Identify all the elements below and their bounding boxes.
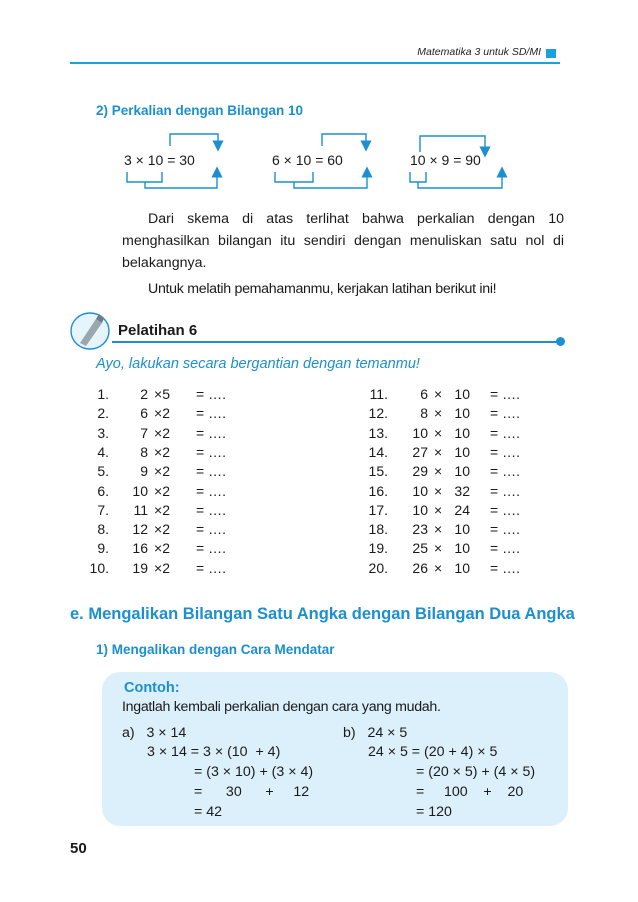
exercise-number: 6. — [97, 482, 109, 499]
exercise-answer-blank: = …. — [196, 501, 226, 518]
exercise-operator: × — [154, 501, 163, 518]
exercise-operand-b: 5 — [162, 386, 170, 402]
equation-2: 6 × 10 = 60 — [272, 152, 343, 168]
exercise-operator: × — [154, 482, 163, 499]
bracket-eq2-bottom — [275, 172, 313, 182]
exercise-operand-b: 24 — [454, 501, 470, 518]
example-b-line-2: = (20 × 5) + (4 × 5) — [416, 764, 536, 780]
exercise-number: 1. — [97, 386, 109, 402]
exercise-operand-a: 11 — [133, 501, 148, 518]
exercise-answer-blank: = …. — [490, 443, 520, 460]
bracket-eq3-bottom — [410, 172, 426, 182]
exercise-operand-b: 2 — [162, 501, 170, 518]
example-b-line-3: = 100 + 20 — [416, 784, 524, 800]
exercise-operand-b: 32 — [454, 482, 470, 499]
exercise-operator: × — [434, 424, 443, 441]
exercise-number: 20. — [368, 559, 388, 576]
exercise-operand-b: 10 — [454, 424, 470, 441]
exercise-answer-blank: = …. — [196, 424, 226, 441]
exercise-number: 14. — [368, 443, 388, 460]
example-a-line-3: = 30 + 12 — [194, 784, 310, 800]
exercise-operator: × — [154, 443, 163, 460]
exercise-number: 7. — [97, 501, 109, 518]
contoh-intro: Ingatlah kembali perkalian dengan cara yang mudah. — [122, 699, 441, 715]
exercise-operand-a: 6 — [420, 386, 428, 402]
exercise-operator: × — [154, 559, 163, 576]
exercise-operator: × — [434, 463, 443, 480]
example-b-label: b) 24 × 5 — [343, 725, 408, 741]
exercise-answer-blank: = …. — [490, 501, 520, 518]
header-square-marker — [546, 49, 556, 58]
exercise-operand-a: 10 — [132, 482, 148, 499]
exercise-operand-b: 10 — [454, 559, 470, 576]
exercise-operand-b: 10 — [454, 463, 470, 480]
exercise-operand-a: 2 — [140, 386, 148, 402]
contoh-title: Contoh: — [124, 680, 180, 696]
arrow-eq3-top — [420, 136, 485, 152]
exercise-operand-b: 10 — [454, 386, 470, 402]
example-a-line-2: = (3 × 10) + (3 × 4) — [194, 764, 314, 780]
exercise-answer-blank: = …. — [490, 424, 520, 441]
exercise-operand-a: 25 — [412, 540, 428, 557]
exercise-answer-blank: = …. — [490, 482, 520, 499]
exercise-operand-a: 10 — [412, 482, 428, 499]
exercise-operand-b: 10 — [454, 521, 470, 538]
exercise-number: 16. — [368, 482, 388, 499]
pelatihan-instruction: Ayo, lakukan secara bergantian dengan temanmu! — [96, 356, 420, 372]
exercise-number: 10. — [89, 559, 109, 576]
exercise-operand-a: 19 — [132, 559, 148, 576]
exercise-operand-b: 2 — [162, 559, 170, 576]
exercise-operand-a: 8 — [420, 405, 428, 422]
arrow-eq3-bottom — [418, 172, 502, 188]
exercise-answer-blank: = …. — [196, 559, 226, 576]
exercise-operator: × — [154, 463, 163, 480]
example-a-line-1: 3 × 14 = 3 × (10 + 4) — [147, 744, 281, 760]
exercise-operand-a: 23 — [412, 521, 428, 538]
arrow-eq2-top — [322, 134, 366, 146]
exercise-operand-a: 12 — [132, 521, 148, 538]
exercise-operator: × — [434, 405, 443, 422]
exercise-operand-b: 2 — [162, 540, 170, 557]
exercise-number: 5. — [97, 463, 109, 480]
exercise-operand-a: 26 — [412, 559, 428, 576]
exercise-operand-b: 2 — [162, 424, 170, 441]
example-b-line-1: 24 × 5 = (20 + 4) × 5 — [368, 744, 498, 760]
exercise-operator: × — [154, 521, 163, 538]
arrow-eq2-bottom — [294, 172, 367, 188]
exercise-answer-blank: = …. — [196, 443, 226, 460]
explanation-paragraph: Dari skema di atas terlihat bahwa perkalian dengan 10 menghasilkan bilangan itu sendiri dengan menuliskan satu nol di belakangnya. — [122, 211, 564, 271]
exercise-number: 8. — [97, 521, 109, 538]
exercise-answer-blank: = …. — [490, 386, 520, 402]
exercise-operand-b: 2 — [162, 443, 170, 460]
exercise-operand-a: 10 — [412, 501, 428, 518]
exercise-operator: × — [434, 501, 443, 518]
header-rule — [70, 62, 560, 64]
pelatihan-title: Pelatihan 6 — [118, 322, 198, 339]
equation-1: 3 × 10 = 30 — [124, 152, 195, 168]
equation-3: 10 × 9 = 90 — [410, 152, 481, 168]
example-a-label: a) 3 × 14 — [122, 725, 187, 741]
exercise-number: 9. — [97, 540, 109, 557]
exercise-number: 19. — [368, 540, 388, 557]
exercise-operand-a: 29 — [412, 463, 428, 480]
exercise-operator: × — [154, 405, 163, 422]
exercise-operator: × — [434, 559, 443, 576]
section-heading-perkalian-10: 2) Perkalian dengan Bilangan 10 — [96, 103, 304, 118]
exercise-operator: × — [434, 521, 443, 538]
exercise-operator: × — [154, 386, 163, 402]
exercise-operator: × — [154, 540, 163, 557]
exercise-number: 11. — [369, 386, 388, 402]
exercise-answer-blank: = …. — [490, 559, 520, 576]
exercise-list — [0, 385, 638, 585]
exercise-operator: × — [434, 386, 443, 402]
exercise-number: 18. — [368, 521, 388, 538]
exercise-operand-a: 10 — [412, 424, 428, 441]
example-a-line-4: = 42 — [194, 804, 223, 820]
exercise-operator: × — [154, 424, 163, 441]
exercise-number: 12. — [368, 405, 388, 422]
exercise-answer-blank: = …. — [196, 540, 226, 557]
exercise-number: 3. — [97, 424, 109, 441]
exercise-operand-b: 10 — [454, 540, 470, 557]
section-heading-e: e. Mengalikan Bilangan Satu Angka dengan Bilangan Dua Angka — [70, 605, 575, 623]
exercise-number: 13. — [368, 424, 388, 441]
exercise-instruction: Untuk melatih pemahamanmu, kerjakan latihan berikut ini! — [148, 281, 497, 297]
example-b-line-4: = 120 — [416, 804, 452, 820]
running-header: Matematika 3 untuk SD/MI — [417, 46, 541, 58]
exercise-operand-b: 2 — [162, 482, 170, 499]
page-number: 50 — [70, 840, 87, 857]
exercise-operand-a: 7 — [140, 424, 148, 441]
exercise-operand-b: 2 — [162, 463, 170, 480]
exercise-operand-b: 2 — [162, 405, 170, 422]
exercise-answer-blank: = …. — [196, 482, 226, 499]
subsection-heading-mendatar: 1) Mengalikan dengan Cara Mendatar — [96, 642, 335, 657]
exercise-answer-blank: = …. — [196, 386, 226, 402]
exercise-operator: × — [434, 540, 443, 557]
exercise-answer-blank: = …. — [196, 405, 226, 422]
exercise-operator: × — [434, 482, 443, 499]
exercise-operand-a: 9 — [140, 463, 148, 480]
exercise-number: 2. — [97, 405, 109, 422]
exercise-number: 4. — [97, 443, 109, 460]
pelatihan-rule-dot — [556, 337, 565, 346]
exercise-operand-a: 16 — [132, 540, 148, 557]
exercise-operand-b: 2 — [162, 521, 170, 538]
exercise-answer-blank: = …. — [196, 521, 226, 538]
exercise-number: 15. — [368, 463, 388, 480]
exercise-operand-b: 10 — [454, 443, 470, 460]
exercise-answer-blank: = …. — [490, 463, 520, 480]
pelatihan-rule — [112, 341, 560, 343]
exercise-operand-a: 27 — [412, 443, 428, 460]
exercise-operand-b: 10 — [454, 405, 470, 422]
exercise-operand-a: 8 — [140, 443, 148, 460]
arrow-eq1-top — [170, 134, 218, 146]
exercise-answer-blank: = …. — [490, 405, 520, 422]
arrow-eq1-bottom — [145, 172, 217, 188]
exercise-operator: × — [434, 443, 443, 460]
exercise-answer-blank: = …. — [490, 521, 520, 538]
exercise-operand-a: 6 — [140, 405, 148, 422]
exercise-number: 17. — [368, 501, 388, 518]
bracket-eq1-bottom — [127, 172, 162, 182]
pelatihan-badge-icon — [70, 311, 112, 351]
exercise-answer-blank: = …. — [196, 463, 226, 480]
exercise-answer-blank: = …. — [490, 540, 520, 557]
